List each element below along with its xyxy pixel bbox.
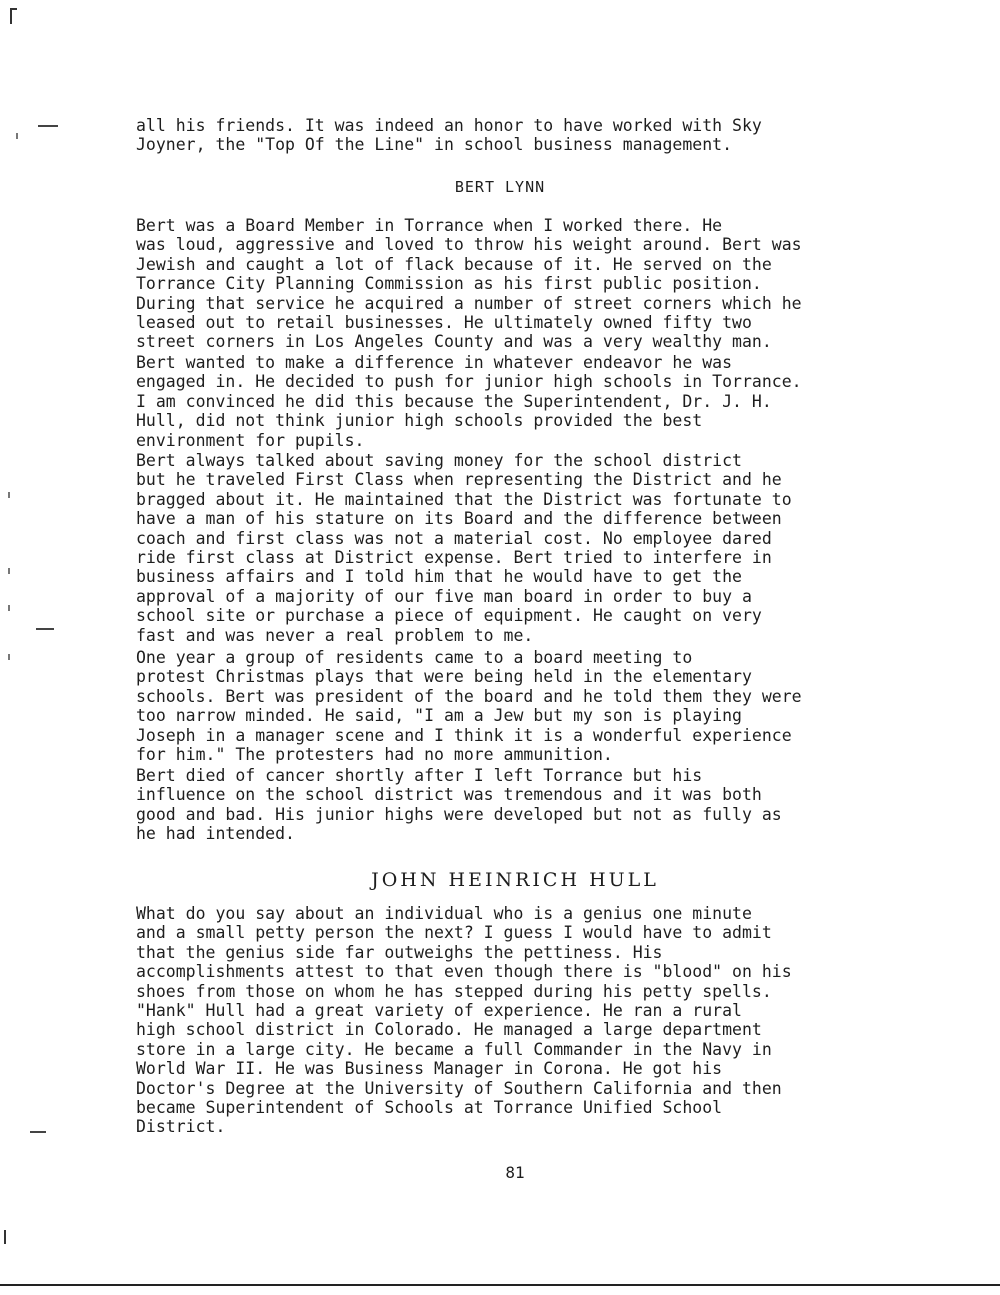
paragraph: all his friends. It was indeed an honor to have worked with Sky Joyner, the "Top Of the Line" in school business management. xyxy=(136,116,762,155)
margin-mark xyxy=(36,628,54,630)
paragraph: "Hank" Hull had a great variety of experience. He ran a rural high school district in Colorado. He managed a large department store in a large city. He became a full Commander in the Navy in World War II. He was Business Manager in Corona. He got his Doctor's Degree at the University of Southern California and then became Superintendent of Schools at Torrance Unified School District. xyxy=(136,1001,782,1137)
section-heading-bert-lynn: BERT LYNN xyxy=(454,178,546,196)
paragraph: Bert always talked about saving money for the school district but he traveled First Class when representing the District and he bragged about it. He maintained that the District was fortunate to have a man of his stature on its Board and the difference between coach and first class was not a material cost. No employee dared ride first class at District expense. Bert tried to interfere in business affairs and I told him that he would have to get the approval of a majority of our five man board in order to buy a school site or purchase a piece of equipment. He caught on very fast and was never a real problem to me. xyxy=(136,451,792,645)
margin-mark xyxy=(8,654,10,660)
bottom-rule xyxy=(0,1284,1000,1286)
margin-mark xyxy=(38,125,58,127)
margin-mark xyxy=(8,605,10,611)
section-heading-john-heinrich-hull: JOHN HEINRICH HULL xyxy=(371,869,659,891)
page-number: 81 xyxy=(505,1163,525,1182)
paragraph: What do you say about an individual who is a genius one minute and a small petty person the next? I guess I would have to admit that the genius side far outweighs the pettiness. His accomplishments attest to that even though there is "blood" on his shoes from those on whom he has stepped during his petty spells. xyxy=(136,904,792,1001)
margin-mark xyxy=(8,568,10,574)
margin-mark xyxy=(4,1230,6,1244)
margin-mark xyxy=(30,1131,46,1133)
paragraph: Bert died of cancer shortly after I left Torrance but his influence on the school district was tremendous and it was both good and bad. His junior highs were developed but not as fully as he had intended. xyxy=(136,766,782,844)
corner-mark xyxy=(10,8,17,10)
margin-mark xyxy=(16,133,18,139)
paragraph: Bert was a Board Member in Torrance when I worked there. He was loud, aggressive and loved to throw his weight around. Bert was Jewish and caught a lot of flack because of it. He served on the Torrance City Planning Commission as his first public position. During that service he acquired a number of street corners which he leased out to retail businesses. He ultimately owned fifty two street corners in Los Angeles County and was a very wealthy man. xyxy=(136,216,802,352)
margin-mark xyxy=(8,492,10,498)
paragraph: One year a group of residents came to a board meeting to protest Christmas plays that were being held in the elementary schools. Bert was president of the board and he told them they were too narrow minded. He said, "I am a Jew but my son is playing Joseph in a manager scene and I think it is a wonderful experience for him." The protesters had no more ammunition. xyxy=(136,648,802,765)
corner-mark xyxy=(10,8,12,24)
paragraph: Bert wanted to make a difference in whatever endeavor he was engaged in. He decided to push for junior high schools in Torrance. I am convinced he did this because the Superintendent, Dr. J. H. Hull, did not think junior high schools provided the best environment for pupils. xyxy=(136,353,802,450)
